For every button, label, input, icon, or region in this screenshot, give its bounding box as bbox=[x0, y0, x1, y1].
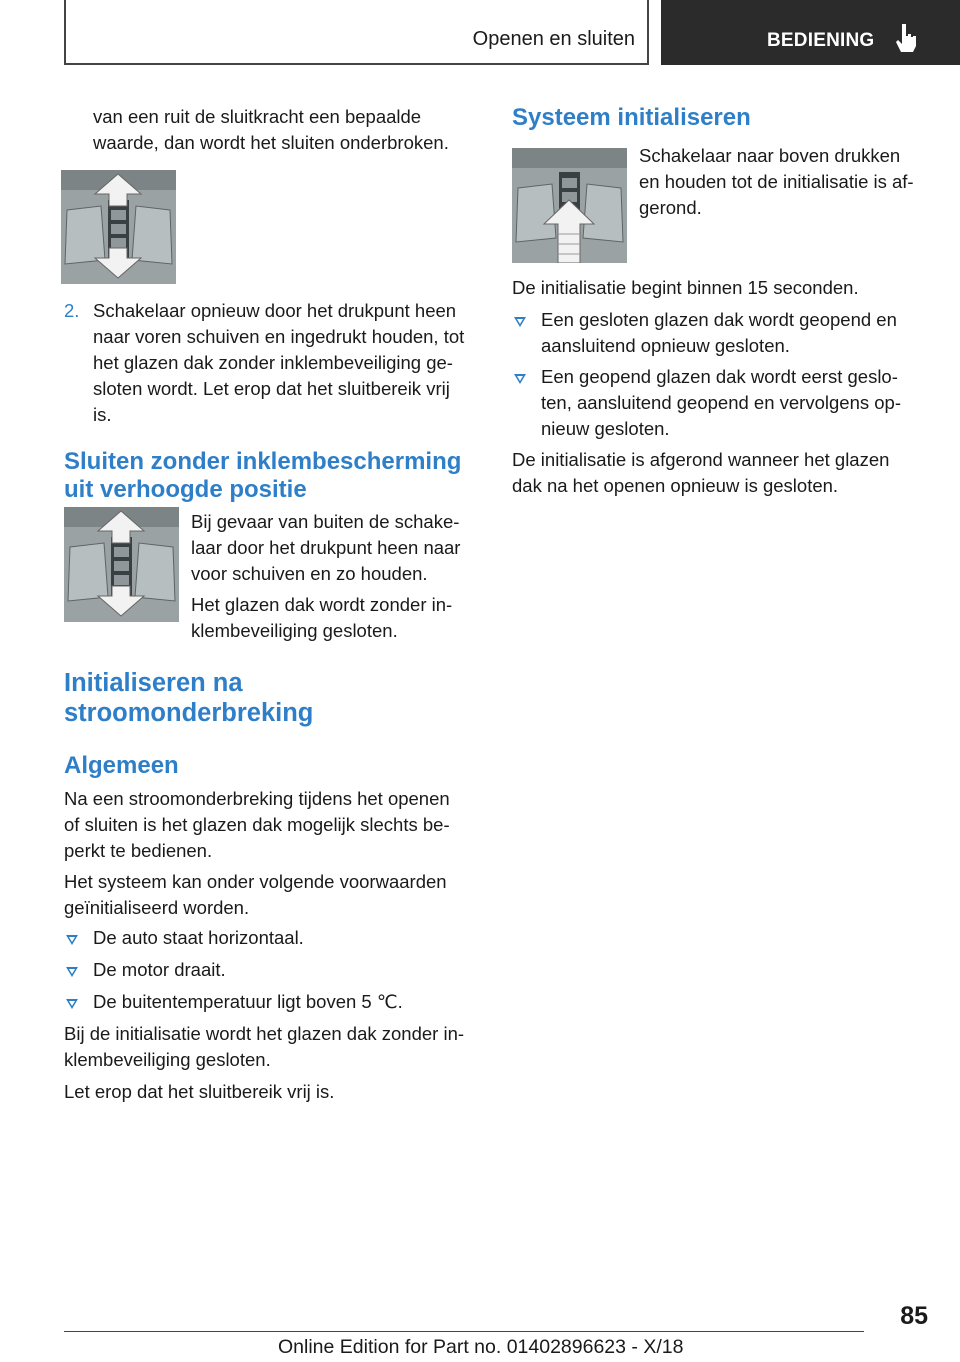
general-paragraph-2: Het systeem kan onder volgende voorwaarden geïnitialiseerd worden. bbox=[64, 871, 447, 918]
chapter-tab[interactable] bbox=[661, 0, 960, 65]
initialise-paragraph-2: De initialisatie begint binnen 15 seconden. bbox=[512, 277, 859, 298]
heading-raised-position: Sluiten zonder inklembescherming uit verhoogde positie bbox=[64, 448, 462, 503]
bullet-triangle-icon bbox=[66, 935, 78, 945]
heading-general: Algemeen bbox=[64, 752, 179, 779]
step-2-text: Schakelaar opnieuw door het drukpunt heen naar voren schuiven en ingedrukt houden, tot het glazen dak zonder inklembeveiliging ge‐ sloten wordt. Let erop dat het sluitbereik vrij is. bbox=[93, 300, 465, 425]
general-paragraph-3: Bij de initialisatie wordt het glazen dak zonder in‐ klembeveiliging gesloten. bbox=[64, 1023, 465, 1070]
page-number: 85 bbox=[900, 1302, 928, 1330]
initialise-bullet-2: Een geopend glazen dak wordt eerst geslo‐ ten, aansluitend geopend en vervolgens op‐ nieuw gesloten. bbox=[541, 366, 901, 439]
section-tab-label: Openen en sluiten bbox=[472, 28, 635, 50]
initialise-bullet-1: Een gesloten glazen dak wordt geopend en aansluitend opnieuw gesloten. bbox=[541, 309, 897, 356]
raised-paragraph-1: Bij gevaar van buiten de schake‐ laar door het drukpunt heen naar voor schuiven en zo houden. bbox=[191, 511, 461, 584]
general-paragraph-4: Let erop dat het sluitbereik vrij is. bbox=[64, 1081, 335, 1102]
step-number: 2. bbox=[64, 300, 80, 321]
intro-paragraph: van een ruit de sluitkracht een bepaalde waarde, dan wordt het sluiten onderbroken. bbox=[93, 106, 449, 153]
condition-item: De auto staat horizontaal. bbox=[93, 927, 304, 948]
heading-system-initialise: Systeem initialiseren bbox=[512, 104, 751, 131]
general-paragraph-1: Na een stroomonderbreking tijdens het openen of sluiten is het glazen dak mogelijk slechts be‐ perkt te bedienen. bbox=[64, 788, 450, 861]
footer-divider bbox=[64, 1331, 864, 1332]
switch-close-image bbox=[61, 170, 176, 284]
pointing-hand-icon bbox=[893, 22, 919, 56]
switch-initialise-image bbox=[512, 148, 627, 263]
bullet-triangle-icon bbox=[514, 374, 526, 384]
heading-initialise: Initialiseren na stroomonderbreking bbox=[64, 669, 314, 727]
section-tab[interactable] bbox=[64, 0, 649, 65]
bullet-triangle-icon bbox=[66, 999, 78, 1009]
edition-text: Online Edition for Part no. 01402896623 - X/18 bbox=[278, 1336, 684, 1358]
chapter-tab-label: BEDIENING bbox=[767, 30, 875, 51]
initialise-paragraph-1: Schakelaar naar boven drukken en houden tot de initialisatie is af‐ gerond. bbox=[639, 145, 914, 218]
condition-item: De buitentemperatuur ligt boven 5 ℃. bbox=[93, 991, 403, 1012]
page-header bbox=[0, 0, 960, 66]
condition-item: De motor draait. bbox=[93, 959, 226, 980]
switch-raised-image bbox=[64, 507, 179, 622]
raised-paragraph-2: Het glazen dak wordt zonder in‐ klembeveiliging gesloten. bbox=[191, 594, 453, 641]
bullet-triangle-icon bbox=[66, 967, 78, 977]
initialise-paragraph-3: De initialisatie is afgerond wanneer het glazen dak na het openen opnieuw is gesloten. bbox=[512, 449, 890, 496]
bullet-triangle-icon bbox=[514, 317, 526, 327]
